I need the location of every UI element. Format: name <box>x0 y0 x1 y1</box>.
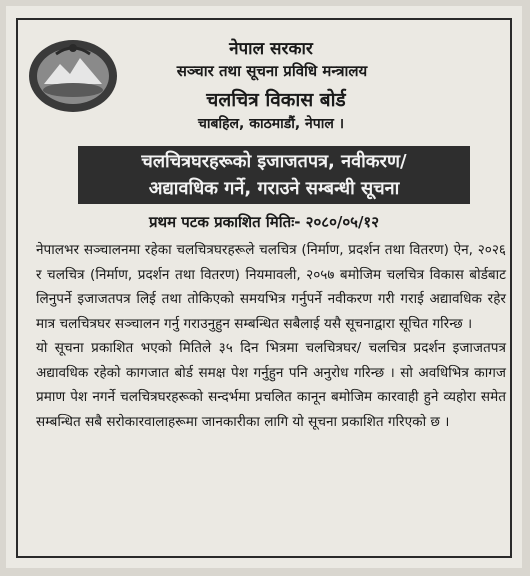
notice-body <box>36 238 506 434</box>
board-name: चलचित्र विकास बोर्ड <box>206 89 346 111</box>
notice-paper <box>6 6 522 568</box>
board-address: चाबहिल, काठमाडौं, नेपाल । <box>197 116 345 132</box>
notice-title-line-1: चलचित्रघरहरूको इजाजतपत्र, नवीकरण/ <box>141 151 407 172</box>
notice-paragraph-2: यो सूचना प्रकाशित भएको मितिले ३५ दिन भित्रमा चलचित्रघर/ चलचित्र प्रदर्शन इजाजतपत्र अद्यावधिक रहेको कागजात बोर्ड समक्ष पेश गर्नुहुन पनि अनुरोध गरिन्छ । सो अवधिभित्र कागज प्रमाण पेश नगर्ने चलचित्रघरहरूको सन्दर्भमा प्रचलित कानून बमोजिम कारवाही हुने व्यहोरा समेत सम्बन्धित सबै सरोकारवालाहरूमा जानकारीका लागि यो सूचना प्रकाशित गरिएको छ । <box>36 340 506 430</box>
publish-date: प्रथम पटक प्रकाशित मितिः- २०८०/०५/१२ <box>148 213 380 231</box>
nepal-government-emblem-icon <box>26 36 120 114</box>
government-name: नेपाल सरकार <box>229 39 313 59</box>
notice-title-banner <box>78 146 470 204</box>
ministry-name: सञ्चार तथा सूचना प्रविधि मन्त्रालय <box>176 62 368 80</box>
notice-paragraph-1: नेपालभर सञ्चालनमा रहेका चलचित्रघरहरूले चलचित्र (निर्माण, प्रदर्शन तथा वितरण) ऐन, २०२६ र चलचित्र (निर्माण, प्रदर्शन तथा वितरण) नियमावली, २०५७ बमोजिम चलचित्र विकास बोर्डबाट लिनुपर्ने इजाजतपत्र लिई तथा तोकिएको समयभित्र गर्नुपर्ने नवीकरण गरी गराई अद्यावधिक रहेर मात्र चलचित्रघर सञ्चालन गर्नु गराउनुहुन सम्बन्धित सबैलाई यसै सूचनाद्वारा सूचित गरिन्छ । <box>36 242 506 332</box>
notice-title-line-2: अद्यावधिक गर्ने, गराउने सम्बन्धी सूचना <box>148 178 400 199</box>
